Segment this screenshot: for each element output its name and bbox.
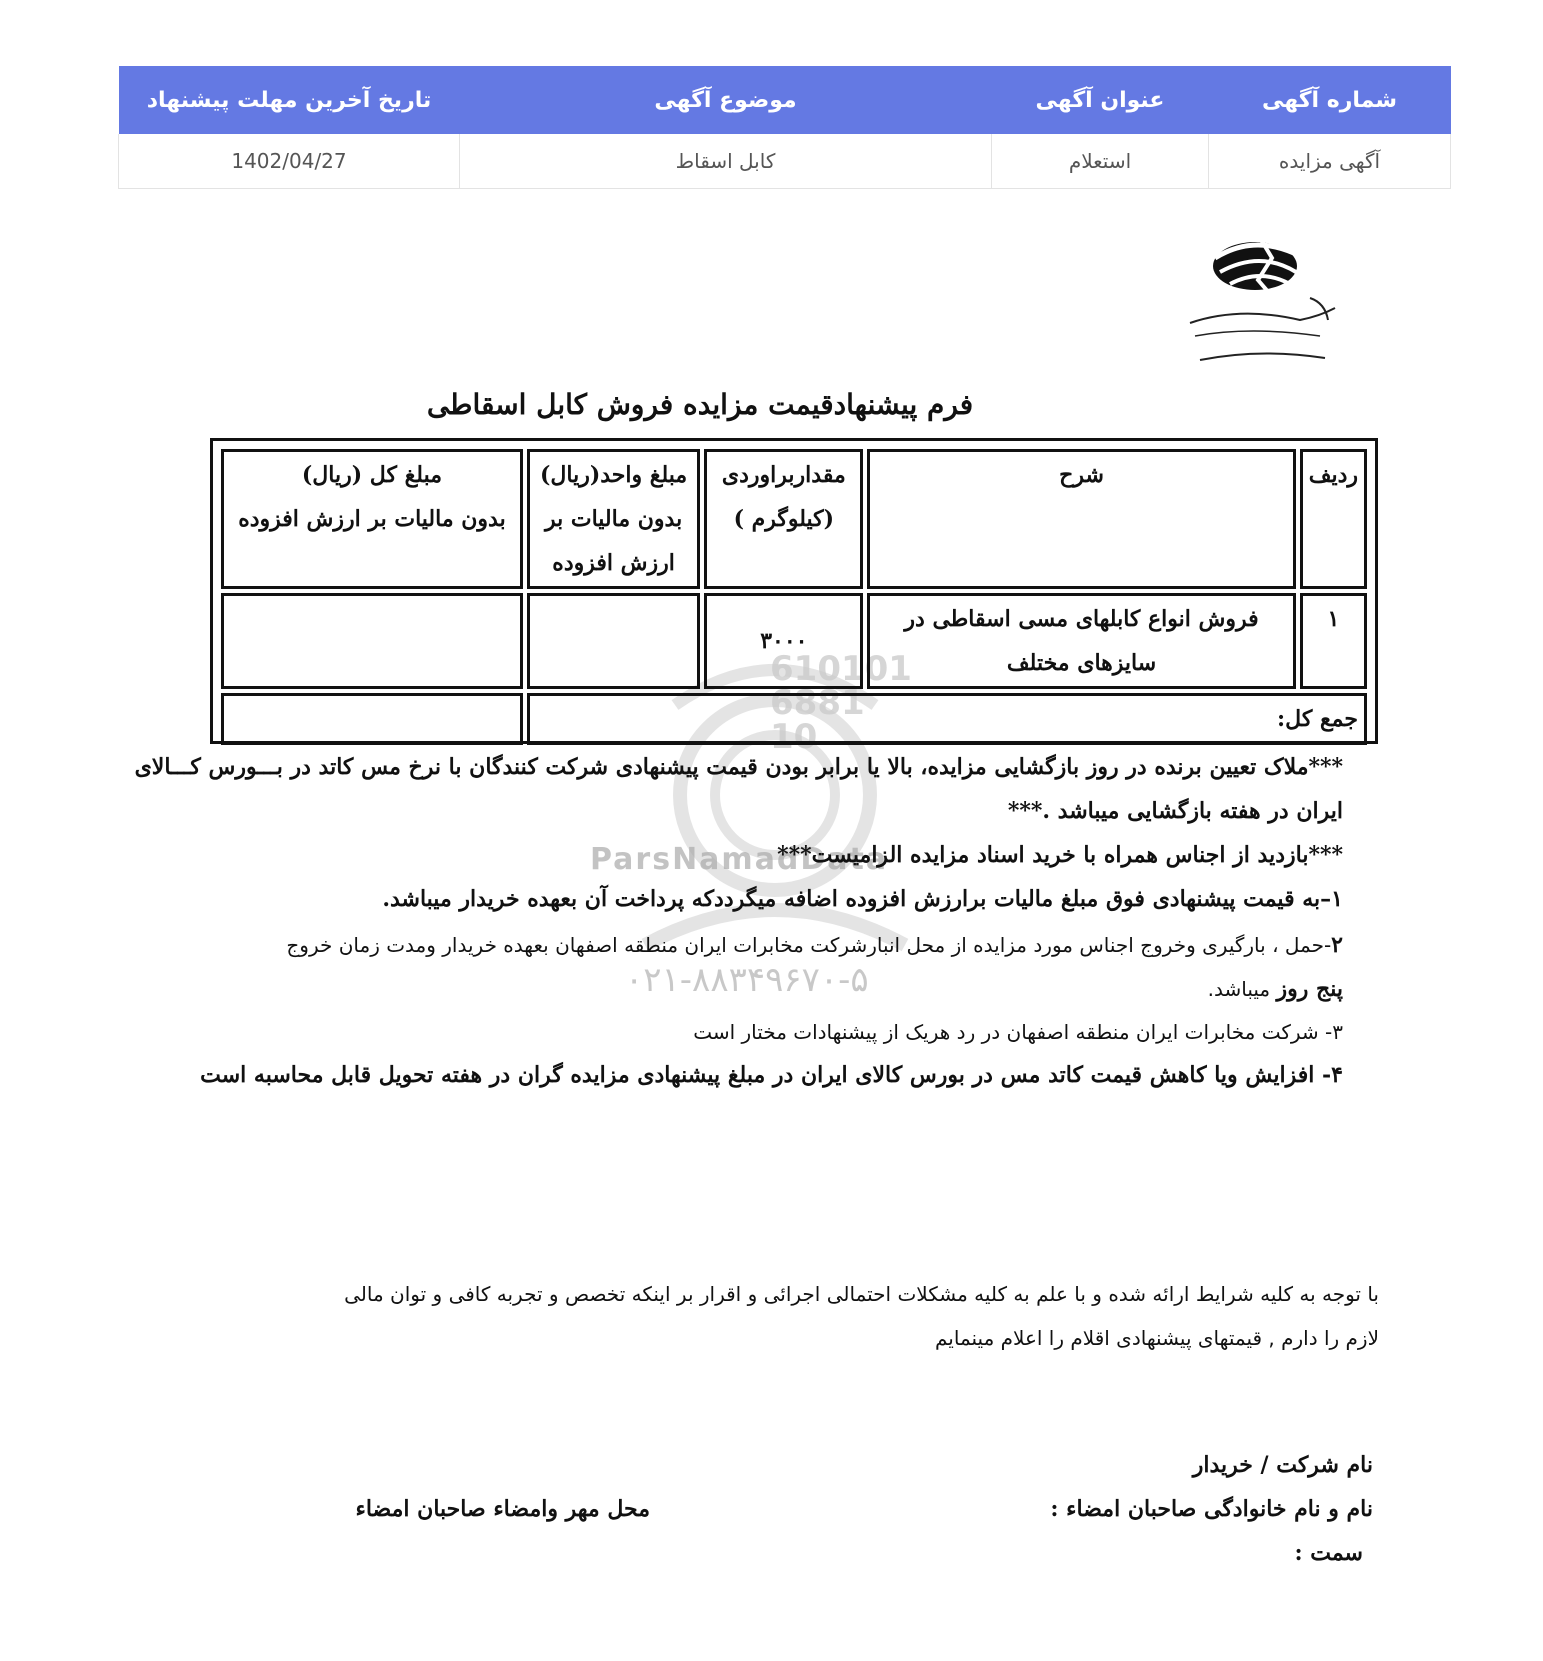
- item-description-line2: سایزهای مختلف: [1006, 650, 1157, 676]
- total-price-header-line2: بدون مالیات بر ارزش افزوده: [238, 506, 506, 532]
- note-vat: ۱–به قیمت پیشنهادی فوق مبلغ مالیات برارزش افزوده اضافه میگرددکه پرداخت آن بعهده خریدار میباشد.: [382, 886, 1343, 912]
- watermark-phone: ۰۲۱-۸۸۳۴۹۶۷۰-۵: [625, 960, 869, 1000]
- ad-number-header: شماره آگهی: [1209, 66, 1451, 134]
- unit-price-header: [527, 449, 700, 589]
- description-header: شرح: [867, 449, 1295, 589]
- total-price-header: [221, 449, 523, 589]
- note-transport-number: ۲: [1331, 932, 1343, 958]
- ad-number-value: آگهی مزایده: [1209, 134, 1451, 189]
- telecom-logo-graphic: [1160, 228, 1360, 378]
- bid-form-header-row: [221, 449, 1367, 589]
- unit-price-header-line2: بدون مالیات بر: [544, 506, 683, 532]
- note-site-visit: ***بازدید از اجناس همراه با خرید اسناد مزایده الزامیست***: [777, 842, 1343, 868]
- stamp-signature-label: محل مهر وامضاء صاحبان امضاء: [355, 1496, 650, 1522]
- watermark-number: 610101: [770, 649, 912, 689]
- declaration-line1: با توجه به کلیه شرایط ارائه شده و با علم به کلیه مشکلات احتمالی اجرائی و اقرار بر اینکه تخصص و تجربه کافی و توان مالی: [344, 1282, 1379, 1306]
- bid-form-frame: [210, 438, 1378, 744]
- item-row-number: ۱: [1300, 593, 1367, 689]
- ad-deadline-header: تاریخ آخرین مهلت پیشنهاد: [119, 66, 460, 134]
- item-unit-price-field[interactable]: [527, 593, 700, 689]
- telecom-logo: [1160, 228, 1360, 378]
- note-transport-text: -حمل ، بارگیری وخروج اجناس مورد مزایده از محل انبارشرکت مخابرات ایران منطقه اصفهان بعهده خریدار ومدت زمان خروج: [286, 933, 1332, 957]
- item-quantity: ۳۰۰۰: [704, 593, 863, 689]
- unit-price-header-line1: مبلغ واحد(ریال): [539, 462, 688, 488]
- quantity-header: [704, 449, 863, 589]
- declaration-line2: لازم را دارم , قیمتهای پیشنهادی اقلام را اعلام مینمایم: [934, 1326, 1379, 1350]
- quantity-header-line1: مقداربراوردی: [721, 462, 846, 488]
- watermark-brand: ParsNamadData: [590, 842, 889, 877]
- total-price-header-line1: مبلغ کل (ریال): [301, 462, 443, 488]
- ad-info-table: [118, 66, 1451, 189]
- quantity-header-line2: (کیلوگرم ): [733, 506, 835, 532]
- note-winner-criteria-line1: ***ملاک تعیین برنده در روز بازگشایی مزایده، بالا یا برابر بودن قیمت پیشنهادی شرکت کنندگان با نرخ مس کاتد در بـــورس کـــالای: [134, 754, 1343, 780]
- watermark-number: 10: [770, 717, 818, 757]
- note-transport-line1: [286, 932, 1343, 958]
- note-rejection-right: ۳- شرکت مخابرات ایران منطقه اصفهان در رد هریک از پیشنهادات مختار است: [693, 1020, 1343, 1044]
- row-number-header: ردیف: [1300, 449, 1367, 589]
- ad-subject-header: موضوع آگهی: [460, 66, 992, 134]
- watermark-number: 6881: [770, 683, 865, 723]
- note-transport-suffix: میباشد.: [1207, 977, 1271, 1001]
- sum-label: جمع کل:: [527, 693, 1367, 745]
- sum-total-field[interactable]: [221, 693, 523, 745]
- ad-title-header: عنوان آگهی: [992, 66, 1209, 134]
- company-name-label: نام شرکت / خریدار: [1192, 1452, 1373, 1478]
- note-price-adjustment: ۴- افزایش ویا کاهش قیمت کاتد مس در بورس کالای ایران در مبلغ پیشنهادی مزایده گران در هفته تحویل قابل محاسبه است: [200, 1062, 1343, 1088]
- unit-price-header-line3: ارزش افزوده: [552, 550, 675, 576]
- ad-info-row: [119, 134, 1451, 189]
- note-transport-days: پنج روز: [1276, 976, 1343, 1002]
- position-label: سمت :: [1294, 1540, 1363, 1566]
- ad-subject-value: کابل اسقاط: [460, 134, 992, 189]
- form-title: فرم پیشنهادقیمت مزایده فروش کابل اسقاطی: [426, 388, 974, 421]
- ad-title-value: استعلام: [992, 134, 1209, 189]
- bid-form-table: [217, 445, 1371, 749]
- note-winner-criteria-line2: ایران در هفته بازگشایی میباشد .***: [1007, 798, 1343, 824]
- item-description: [867, 593, 1295, 689]
- bid-sum-row: [221, 693, 1367, 745]
- ad-info-header-row: [119, 66, 1451, 134]
- bid-item-row: [221, 593, 1367, 689]
- item-description-line1: فروش انواع کابلهای مسی اسقاطی در: [904, 606, 1259, 632]
- ad-deadline-value: 1402/04/27: [119, 134, 460, 189]
- item-total-price-field[interactable]: [221, 593, 523, 689]
- note-transport-line2: [1208, 976, 1343, 1002]
- signer-name-label: نام و نام خانوادگی صاحبان امضاء :: [1050, 1496, 1373, 1522]
